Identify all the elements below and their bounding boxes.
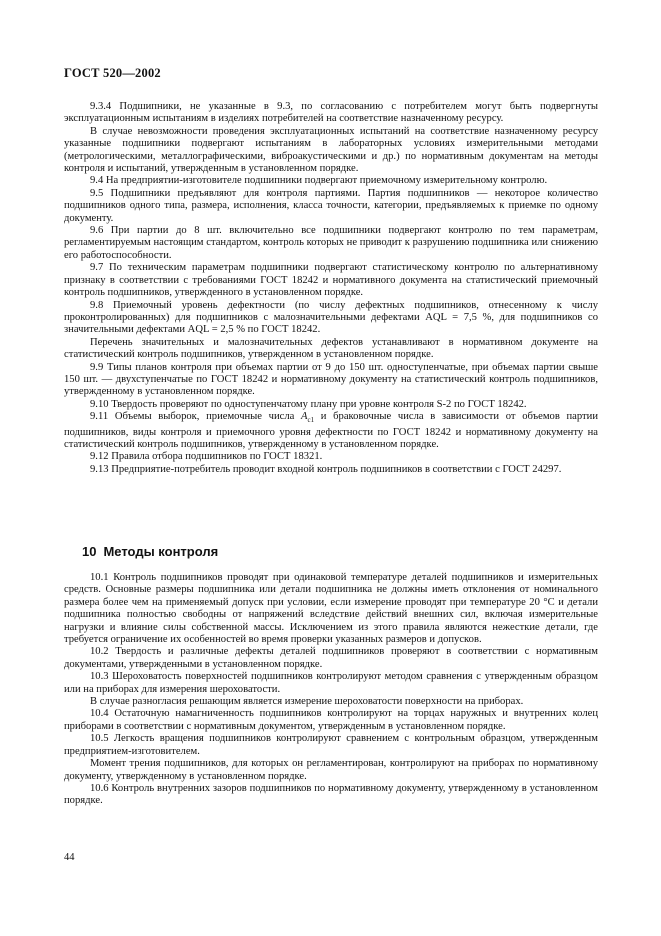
paragraph: 10.2 Твердость и различные дефекты деталей подшипников проверяют в соответствии с нормативным документами, утвержденными в установленном порядке. bbox=[64, 646, 598, 670]
paragraph-9-11 bbox=[64, 411, 598, 451]
paragraph: 9.9 Типы планов контроля при объемах партии от 9 до 150 шт. одноступенчатые, при объемах партии свыше 150 шт. — двухступенчатые по ГОСТ 18242 и нормативному документу на статистический контроль подшипников, утвержденному в установленном порядке. bbox=[64, 361, 598, 398]
paragraph: 9.5 Подшипники предъявляют для контроля партиями. Партия подшипников — некоторое количество подшипников одного типа, размера, исполнения, класса точности, категории, предъявляемых к приемке по одному документу. bbox=[64, 187, 598, 224]
paragraph: 10.4 Остаточную намагниченность подшипников контролируют на торцах наружных и внутренних колец приборами в соответствии с нормативным документом, утвержденным в установленном порядке. bbox=[64, 708, 598, 732]
paragraph: 9.10 Твердость проверяют по одноступенчатому плану при уровне контроля S-2 по ГОСТ 18242. bbox=[90, 398, 527, 410]
paragraph: 9.4 На предприятии-изготовителе подшипники подвергают приемочному измерительному контролю. bbox=[90, 175, 548, 187]
paragraph: В случае невозможности проведения эксплуатационных испытаний на соответствие назначенному ресурсу указанные подшипники подвергают испытаниям в лабораторных условиях измерительными методами (метрологическими, металлографическими, виброакустическими и др.) по нормативным документам на методы контроля и испытаний, утвержденным в установленном порядке. bbox=[64, 125, 598, 175]
paragraph: 10.1 Контроль подшипников проводят при одинаковой температуре деталей подшипников и измерительных средств. Основные размеры подшипника или детали подшипника не должны иметь отклонения от номинального размера более чем на применяемый допуск при условии, если измерение проводят при температуре 20 °С и детали подшипника полностью свободны от напряжений вследствие действий внешних сил, включая измерительные нагрузки и влияние силы собственной массы. Исключением из этого правила являются нежесткие детали, где требуется ограничение их особенностей во время проверки указанных размеров и допусков. bbox=[64, 572, 598, 646]
page-header: ГОСТ 520—2002 bbox=[64, 66, 161, 80]
section-title-text: Методы контроля bbox=[103, 544, 219, 559]
paragraph: Перечень значительных и малозначительных дефектов устанавливают в нормативном документе на статистический контроль подшипников, утвержденном в установленном порядке. bbox=[64, 336, 598, 361]
section-heading bbox=[82, 544, 218, 559]
paragraph: 9.13 Предприятие-потребитель проводит входной контроль подшипников в соответствии с ГОСТ 24297. bbox=[90, 463, 562, 475]
paragraph: 10.6 Контроль внутренних зазоров подшипников по нормативному документу, утвержденному в установленном порядке. bbox=[64, 782, 598, 807]
paragraph: 9.7 По техническим параметрам подшипники подвергают статистическому контролю по альтернативному признаку в соответствии с требованиями ГОСТ 18242 и нормативного документа на статистический приемочный контроль подшипников, утвержденного в установленном порядке. bbox=[64, 262, 598, 299]
page-number: 44 bbox=[64, 852, 75, 863]
paragraph: 9.6 При партии до 8 шт. включительно все подшипники подвергают контролю по тем параметрам, регламентируемым настоящим стандартом, контроль которых не приводит к разрушению подшипника или снижению его работоспособности. bbox=[64, 225, 598, 261]
ac-symbol: $A_{c1}$ bbox=[301, 411, 315, 425]
paragraph: 9.12 Правила отбора подшипников по ГОСТ 18321. bbox=[90, 451, 323, 463]
p911-text-start: 9.11 Объемы выборок, приемочные числа bbox=[90, 411, 302, 423]
paragraph: В случае разногласия решающим является измерение шероховатости поверхности на приборах. bbox=[90, 696, 524, 708]
paragraph: 10.5 Легкость вращения подшипников контролируют сравнением с контрольным образцом, утвержденным предприятием-изготовителем. bbox=[64, 733, 598, 757]
section-9-body bbox=[64, 101, 598, 476]
p911-text-end: и браковочные числа в зависимости от объемов партии подшипников, виды контроля и приемочного уровня дефектности по ГОСТ 18242 и нормативному документу на статистический контроль подшипников, утвержденному в установленном порядке. bbox=[64, 411, 598, 451]
paragraph: 9.3.4 Подшипники, не указанные в 9.3, по согласованию с потребителем могут быть подвергнуты эксплуатационным испытаниям в изделиях потребителей на соответствие назначенному ресурсу. bbox=[64, 101, 598, 125]
section-number: 10 bbox=[82, 544, 97, 559]
paragraph: Момент трения подшипников, для которых он регламентирован, контролируют на приборах по нормативному документу, утвержденному в установленном порядке. bbox=[64, 758, 598, 782]
document-page bbox=[64, 0, 598, 936]
paragraph: 10.3 Шероховатость поверхностей подшипников контролируют методом сравнения с утвержденным образцом или на приборах для измерения шероховатости. bbox=[64, 671, 598, 695]
paragraph: 9.8 Приемочный уровень дефектности (по числу дефектных подшипников, отнесенному к числу проконтролированных) для подшипников с малозначительными дефектами AQL = 7,5 %, для подшипников со значительными дефектами AQL = 2,5 % по ГОСТ 18242. bbox=[64, 299, 598, 336]
section-10-body bbox=[64, 572, 598, 808]
